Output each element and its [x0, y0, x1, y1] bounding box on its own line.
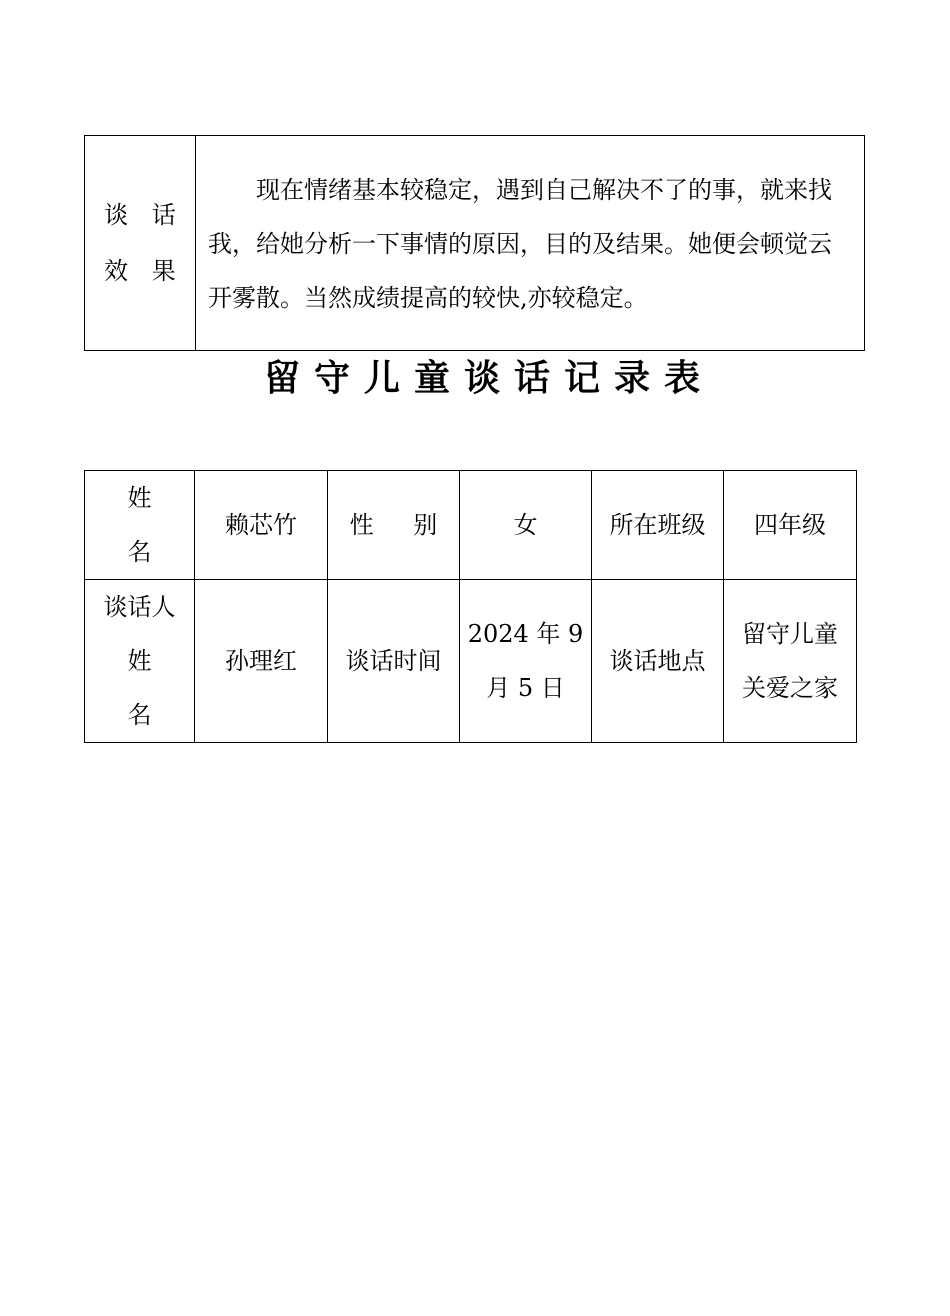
time-value-line2: 月 5 日	[486, 674, 565, 702]
location-label-cell: 谈话地点	[592, 580, 724, 743]
location-value-line1: 留守儿童	[742, 620, 838, 648]
class-label-cell: 所在班级	[592, 471, 724, 580]
time-label-cell: 谈话时间	[328, 580, 460, 743]
interviewer-value-cell: 孙理红	[195, 580, 328, 743]
interviewer-label-line2: 姓 名	[127, 647, 168, 729]
interviewer-label-cell	[85, 580, 195, 743]
class-value-cell: 四年级	[724, 471, 857, 580]
location-value-line2: 关爱之家	[742, 674, 838, 702]
name-value-cell: 赖芯竹	[195, 471, 328, 580]
name-label-cell: 姓 名	[85, 471, 195, 580]
table-row-student	[85, 471, 857, 580]
talk-effect-label-line1: 谈 话	[104, 201, 184, 229]
talk-effect-content-cell	[196, 136, 865, 351]
interviewer-label-line1: 谈话人	[103, 593, 176, 621]
location-value-cell	[724, 580, 857, 743]
time-value-cell	[460, 580, 592, 743]
gender-value-cell: 女	[460, 471, 592, 580]
talk-effect-label-line2: 效 果	[104, 257, 184, 285]
talk-effect-table	[84, 135, 865, 351]
talk-effect-content: 现在情绪基本较稳定，遇到自己解决不了的事，就来找我，给她分析一下事情的原因，目的及结果。她便会顿觉云开雾散。当然成绩提高的较快,亦较稳定。	[208, 176, 832, 312]
gender-label-cell: 性 别	[328, 471, 460, 580]
table-row-talk	[85, 580, 857, 743]
talk-effect-row	[85, 136, 865, 351]
talk-record-table	[84, 470, 857, 743]
time-value-line1: 2024 年 9	[467, 620, 584, 648]
talk-effect-label-cell	[85, 136, 196, 351]
form-title: 留守儿童谈话记录表	[263, 358, 714, 399]
